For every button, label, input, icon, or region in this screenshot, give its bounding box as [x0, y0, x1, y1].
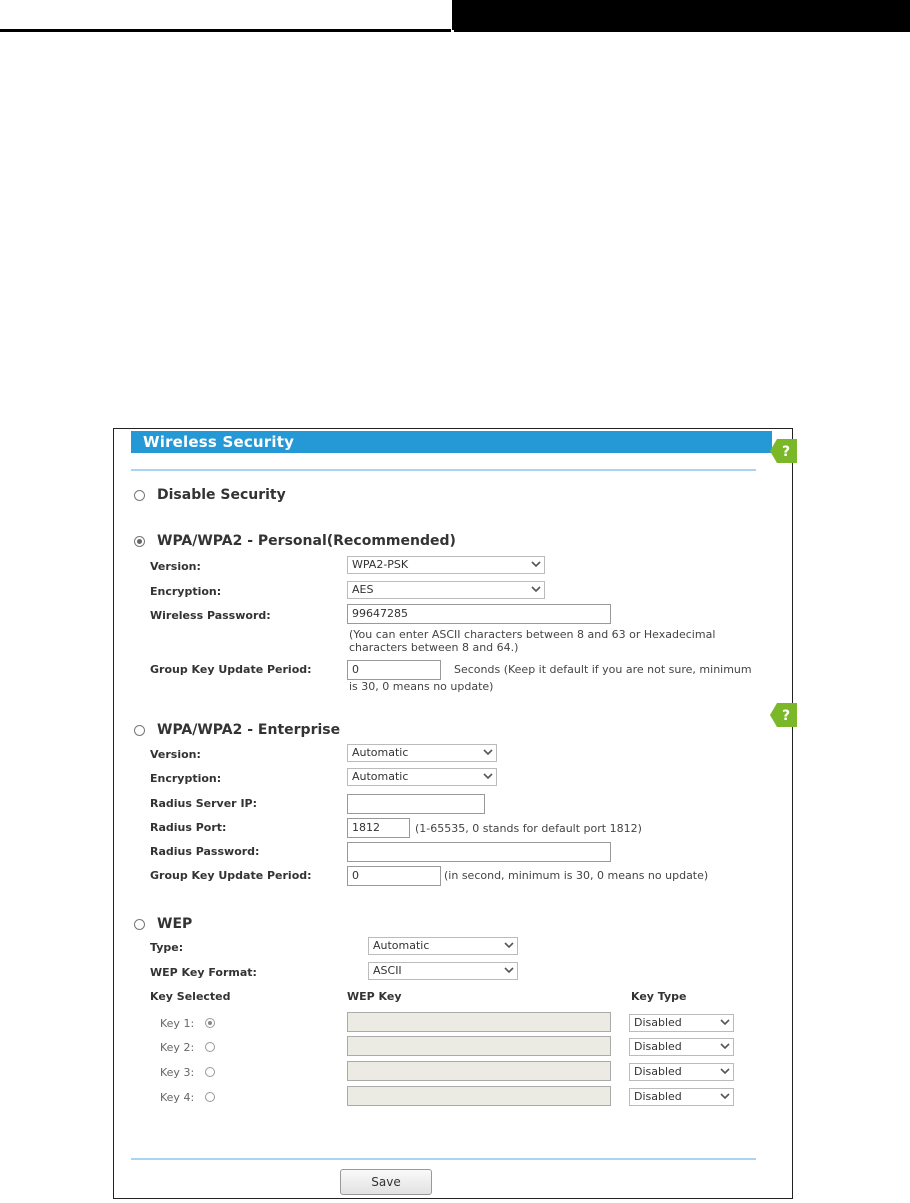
wep-type-label: Type:	[150, 941, 184, 954]
enterprise-group-key-label: Group Key Update Period:	[150, 869, 312, 882]
radius-password-label: Radius Password:	[150, 845, 260, 858]
chevron-down-icon	[720, 1091, 730, 1101]
wpa-enterprise-option[interactable]	[134, 722, 340, 738]
wep-type-value: Automatic	[373, 939, 430, 952]
key-1-type-value: Disabled	[634, 1016, 682, 1029]
wep-radio[interactable]	[134, 919, 145, 930]
svg-text:?: ?	[781, 708, 791, 724]
wep-label: WEP	[157, 916, 193, 932]
password-note-line-2: characters between 8 and 64.)	[349, 641, 519, 654]
wireless-password-label: Wireless Password:	[150, 609, 271, 622]
key-2-type-value: Disabled	[634, 1040, 682, 1053]
personal-group-key-note-2: is 30, 0 means no update)	[349, 680, 494, 693]
chevron-down-icon	[504, 940, 514, 950]
chevron-down-icon	[720, 1066, 730, 1076]
key-2-radio[interactable]	[205, 1042, 215, 1052]
chevron-down-icon	[504, 965, 514, 975]
wep-key-format-label: WEP Key Format:	[150, 966, 257, 979]
key-3-radio[interactable]	[205, 1067, 215, 1077]
key-3-type-select[interactable]	[629, 1063, 734, 1081]
wpa-enterprise-label: WPA/WPA2 - Enterprise	[157, 722, 341, 738]
personal-group-key-note-1: Seconds (Keep it default if you are not sure, minimum	[454, 663, 752, 676]
personal-encryption-select[interactable]	[347, 581, 545, 599]
radius-port-label: Radius Port:	[150, 821, 227, 834]
help-icon[interactable]	[770, 703, 797, 727]
wep-key-format-select[interactable]	[368, 962, 518, 980]
wep-type-select[interactable]	[368, 937, 518, 955]
key-2-label: Key 2:	[160, 1041, 195, 1054]
enterprise-encryption-label: Encryption:	[150, 772, 222, 785]
wireless-password-input[interactable]: 99647285	[347, 604, 611, 624]
wep-key-1-input[interactable]	[347, 1012, 611, 1032]
enterprise-group-key-input[interactable]: 0	[347, 866, 441, 886]
top-divider	[131, 469, 756, 471]
key-4-type-value: Disabled	[634, 1090, 682, 1103]
wep-option[interactable]	[134, 916, 192, 932]
key-1-radio[interactable]	[205, 1018, 215, 1028]
key-3-type-value: Disabled	[634, 1065, 682, 1078]
page-title: Wireless Security	[143, 433, 295, 451]
header-left	[0, 0, 451, 32]
wep-key-format-value: ASCII	[373, 964, 402, 977]
svg-text:?: ?	[781, 444, 791, 460]
key-type-header: Key Type	[631, 990, 687, 1003]
chevron-down-icon	[720, 1041, 730, 1051]
wpa-personal-label: WPA/WPA2 - Personal(Recommended)	[157, 533, 456, 549]
chevron-down-icon	[531, 559, 541, 569]
title-bar	[131, 431, 772, 453]
key-1-type-select[interactable]	[629, 1014, 734, 1032]
disable-security-label: Disable Security	[157, 487, 286, 503]
chevron-down-icon	[483, 771, 493, 781]
enterprise-version-label: Version:	[150, 748, 201, 761]
personal-group-key-input[interactable]: 0	[347, 660, 441, 680]
wep-key-4-input[interactable]	[347, 1086, 611, 1106]
wep-key-2-input[interactable]	[347, 1036, 611, 1056]
key-1-label: Key 1:	[160, 1017, 195, 1030]
radius-port-note: (1-65535, 0 stands for default port 1812)	[415, 822, 642, 835]
key-4-radio[interactable]	[205, 1092, 215, 1102]
key-4-label: Key 4:	[160, 1091, 195, 1104]
wpa-personal-option[interactable]	[134, 533, 456, 549]
chevron-down-icon	[531, 584, 541, 594]
chevron-down-icon	[483, 747, 493, 757]
personal-version-select[interactable]	[347, 556, 545, 574]
wpa-enterprise-radio[interactable]	[134, 725, 145, 736]
personal-encryption-label: Encryption:	[150, 585, 222, 598]
password-note-line-1: (You can enter ASCII characters between 8 and 63 or Hexadecimal	[349, 628, 716, 641]
personal-version-label: Version:	[150, 560, 201, 573]
personal-encryption-value: AES	[352, 583, 374, 596]
wireless-security-panel	[113, 428, 793, 1199]
enterprise-encryption-value: Automatic	[352, 770, 409, 783]
radius-server-ip-input[interactable]	[347, 794, 485, 814]
enterprise-version-select[interactable]	[347, 744, 497, 762]
disable-security-option[interactable]	[134, 487, 286, 503]
disable-security-radio[interactable]	[134, 490, 145, 501]
radius-port-input[interactable]: 1812	[347, 818, 410, 838]
radius-password-input[interactable]	[347, 842, 611, 862]
enterprise-version-value: Automatic	[352, 746, 409, 759]
personal-group-key-label: Group Key Update Period:	[150, 663, 312, 676]
enterprise-encryption-select[interactable]	[347, 768, 497, 786]
header-rule	[0, 29, 451, 32]
header-right-bar	[452, 0, 910, 30]
key-2-type-select[interactable]	[629, 1038, 734, 1056]
key-4-type-select[interactable]	[629, 1088, 734, 1106]
enterprise-group-key-note: (in second, minimum is 30, 0 means no update)	[444, 869, 709, 882]
chevron-down-icon	[720, 1017, 730, 1027]
help-icon[interactable]	[770, 439, 797, 463]
personal-version-value: WPA2-PSK	[352, 558, 409, 571]
bottom-divider	[131, 1158, 756, 1160]
wep-key-3-input[interactable]	[347, 1061, 611, 1081]
wep-key-header: WEP Key	[347, 990, 402, 1003]
save-button[interactable]: Save	[340, 1169, 432, 1195]
header-right-bar-edge	[454, 30, 910, 32]
wpa-personal-radio[interactable]	[134, 536, 145, 547]
radius-server-ip-label: Radius Server IP:	[150, 797, 257, 810]
key-3-label: Key 3:	[160, 1066, 195, 1079]
key-selected-header: Key Selected	[150, 990, 231, 1003]
